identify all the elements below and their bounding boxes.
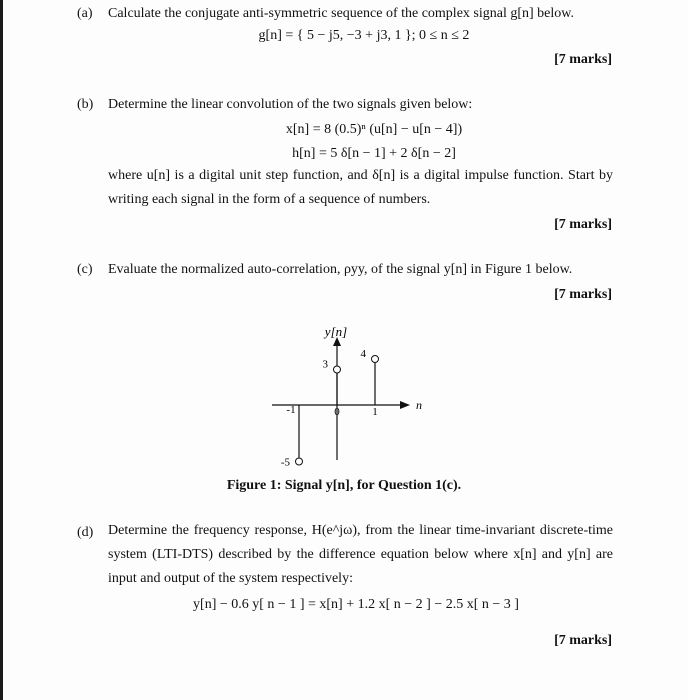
question-b-equation-x: x[n] = 8 (0.5)ⁿ (u[n] − u[n − 4]) (285, 122, 463, 137)
question-a-equation: g[n] = { 5 − j5, −3 + j3, 1 }; 0 ≤ n ≤ 2 (258, 28, 470, 43)
stem-value-label: -5 (280, 456, 290, 469)
question-d-equation: y[n] − 0.6 y[ n − 1 ] = x[n] + 1.2 x[ n − 2 ] − 2.5 x[ n − 3 ] (193, 597, 519, 612)
tick-label-0: 0 (334, 406, 340, 418)
question-c-text: Evaluate the normalized auto-correlation, ρyy, of the signal y[n] in Figure 1 below. (108, 262, 573, 277)
stem-value-label: 4 (360, 348, 366, 360)
question-b-text: Determine the linear convolution of the two signals given below: (108, 97, 473, 112)
question-b-equation-h: h[n] = 5 δ[n − 1] + 2 δ[n − 2] (292, 146, 456, 161)
question-a-label: (a) (77, 6, 93, 21)
question-d-paragraph: Determine the frequency response, H(e^jω), from the linear time-invariant discrete-time system (LTI-DTS) described by the difference equation below where x[n] and y[n] are input and output of the system respectively: (108, 523, 613, 586)
question-c-label: (c) (77, 262, 93, 277)
tick-label-1: 1 (372, 406, 378, 418)
y-axis-label: y[n] (324, 324, 348, 339)
question-a-marks: [7 marks] (554, 52, 612, 67)
x-axis-arrow-icon (400, 401, 410, 409)
question-d-label: (d) (77, 525, 94, 540)
question-b-label: (b) (77, 97, 94, 112)
question-d-marks: [7 marks] (554, 633, 612, 648)
stem-marker (334, 366, 341, 373)
stem-value-label: 3 (322, 358, 328, 371)
question-b-paragraph: where u[n] is a digital unit step function, and δ[n] is a digital impulse function. Start by writing each signal in the form of a sequence of numbers. (108, 168, 613, 207)
stem-marker (372, 356, 379, 363)
question-b-marks: [7 marks] (554, 217, 612, 232)
question-c-marks: [7 marks] (554, 287, 612, 302)
x-axis-label: n (416, 398, 422, 412)
stem-marker (296, 458, 303, 465)
figure-1-caption: Figure 1: Signal y[n], for Question 1(c). (226, 478, 462, 493)
tick-label-neg1: -1 (286, 404, 296, 416)
question-a-text: Calculate the conjugate anti-symmetric sequence of the complex signal g[n] below. (108, 6, 574, 21)
